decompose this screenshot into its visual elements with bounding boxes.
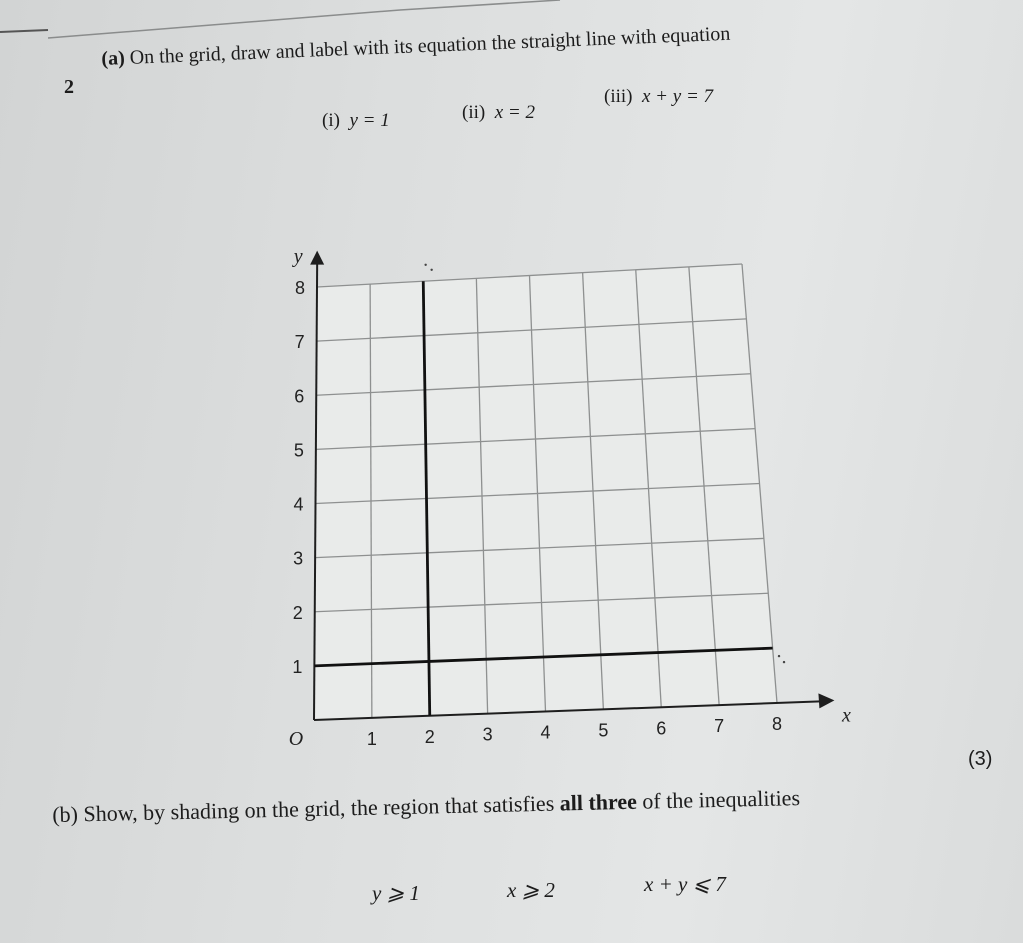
x-tick-label: 1 <box>366 728 377 749</box>
x-axis-arrow <box>818 693 834 708</box>
pencil-mark <box>424 264 426 266</box>
pencil-mark <box>783 661 785 663</box>
y-axis-arrow <box>310 251 324 265</box>
part-a-text: On the grid, draw and label with its equation the straight line with equation <box>129 22 731 69</box>
y-tick-label: 2 <box>292 602 303 623</box>
sub-item-equation: x = 2 <box>494 102 535 123</box>
inequality-2: x ⩾ 2 <box>507 878 555 902</box>
origin-label: O <box>288 728 304 750</box>
y-tick-label: 7 <box>294 332 305 353</box>
x-tick-label: 6 <box>656 718 667 739</box>
y-axis-label: y <box>293 245 303 268</box>
part-b-text-post: of the inequalities <box>642 785 801 814</box>
x-tick-label: 3 <box>482 724 493 745</box>
question-number: 2 <box>64 76 74 98</box>
y-tick-label: 4 <box>293 494 304 515</box>
x-axis-label: x <box>841 704 851 727</box>
sub-item-equation: y = 1 <box>349 110 390 131</box>
x-tick-label: 5 <box>598 720 609 741</box>
pencil-mark <box>778 655 780 657</box>
y-tick-label: 6 <box>294 386 305 407</box>
y-tick-label: 1 <box>292 656 303 677</box>
part-b-bold: all three <box>559 788 638 816</box>
sub-item-equation: x + y = 7 <box>642 86 714 107</box>
sub-item-label: (i) <box>322 110 340 131</box>
pencil-mark <box>430 269 432 271</box>
part-a-label: (a) <box>101 47 126 70</box>
y-tick-label: 8 <box>294 278 305 298</box>
x-tick-label: 2 <box>424 726 435 747</box>
part-b-text-pre: Show, by shading on the grid, the region that satisfies <box>83 790 555 827</box>
y-tick-label: 3 <box>293 548 304 569</box>
sub-item-label: (ii) <box>462 102 486 123</box>
inequality-3: x + y ⩽ 7 <box>644 872 726 896</box>
sub-item-label: (iii) <box>604 86 633 107</box>
y-tick-label: 5 <box>293 440 304 461</box>
marks-label: (3) <box>968 748 993 770</box>
x-tick-label: 8 <box>771 714 783 734</box>
x-tick-label: 7 <box>714 716 725 737</box>
x-tick-label: 4 <box>540 722 551 743</box>
part-b-label: (b) <box>52 801 79 827</box>
inequality-1: y ⩾ 1 <box>372 881 420 905</box>
